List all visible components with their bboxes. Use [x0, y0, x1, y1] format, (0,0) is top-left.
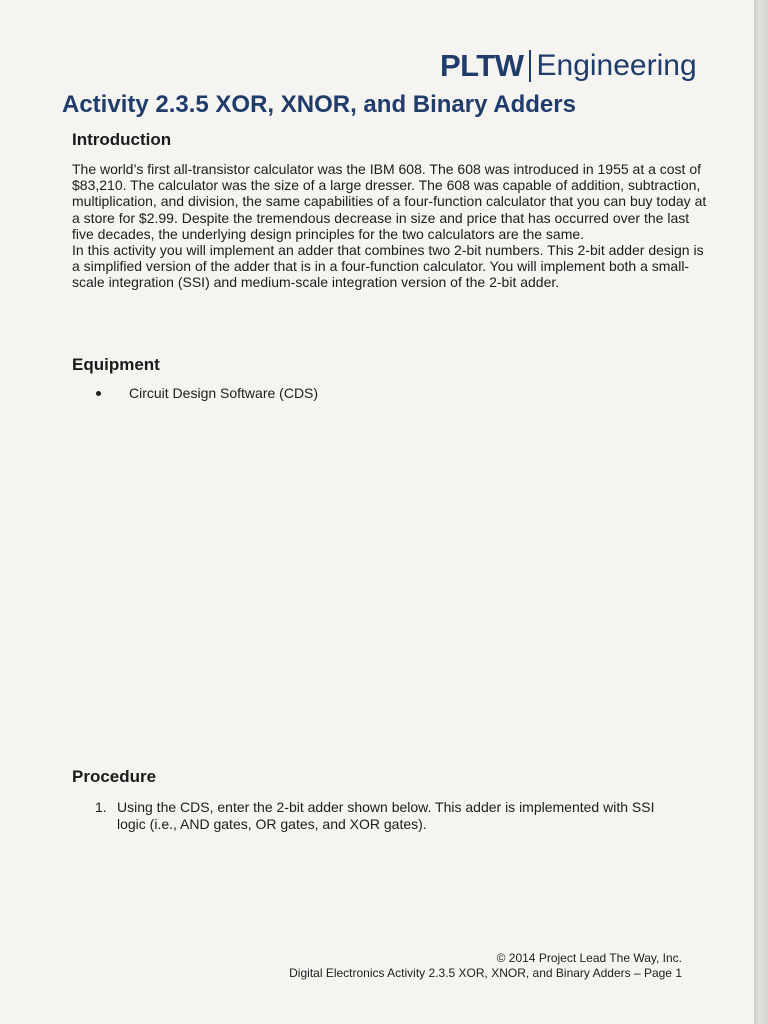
page-footer	[289, 951, 682, 981]
introduction-paragraph: The world’s first all-transistor calculator was the IBM 608. The 608 was introduced in 1955 at a cost of $83,210. The calculator was the size of a large dresser. The 608 was capable of addition, subtraction, multiplication, and division, the same capabilities of a four-function calculator that you can buy today at a store for $2.99. Despite the tremendous decrease in size and price that has occurred over the last five decades, the underlying design principles for the two calculators are the same.	[72, 161, 707, 242]
equipment-item	[72, 385, 318, 401]
page-title: Activity 2.3.5 XOR, XNOR, and Binary Adders	[62, 91, 576, 118]
step-text: Using the CDS, enter the 2-bit adder shown below. This adder is implemented with SSI logic (i.e., AND gates, OR gates, and XOR gates).	[117, 799, 655, 832]
equipment-item-label: Circuit Design Software (CDS)	[129, 385, 319, 401]
step-number: 1.	[95, 799, 107, 815]
logo-divider	[529, 50, 531, 82]
procedure-steps	[95, 799, 677, 833]
equipment-heading: Equipment	[72, 355, 160, 374]
introduction-paragraph: In this activity you will implement an adder that combines two 2-bit numbers. This 2-bit adder design is a simplified version of the adder that is in a four-function calculator. You will implement both a small-scale integration (SSI) and medium-scale integration version of the 2-bit adder.	[72, 242, 704, 291]
bullet-icon	[96, 391, 101, 396]
equipment-list	[72, 385, 318, 401]
introduction-body	[72, 161, 712, 291]
logo-brand: PLTW	[440, 48, 524, 83]
procedure-heading: Procedure	[72, 767, 157, 786]
footer-page-label: Digital Electronics Activity 2.3.5 XOR, XNOR, and Binary Adders – Page 1	[289, 966, 682, 980]
procedure-step	[95, 799, 677, 833]
pltw-logo	[440, 48, 697, 84]
scan-page-edge	[754, 0, 768, 1024]
logo-division: Engineering	[536, 49, 697, 82]
introduction-heading: Introduction	[72, 130, 172, 149]
footer-copyright: © 2014 Project Lead The Way, Inc.	[496, 951, 682, 965]
